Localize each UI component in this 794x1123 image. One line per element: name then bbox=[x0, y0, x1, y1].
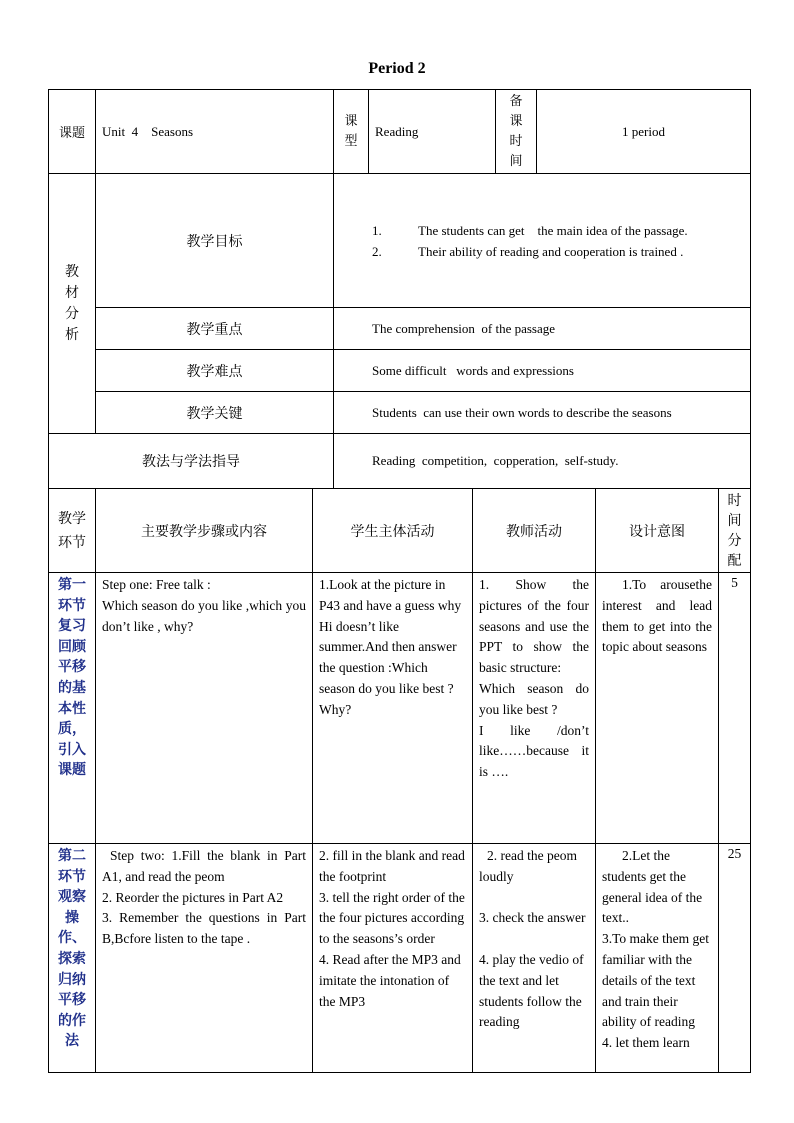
stage-one-time: 5 bbox=[719, 573, 751, 844]
difficult-label: 教学难点 bbox=[96, 350, 334, 392]
goals-label: 教学目标 bbox=[96, 174, 334, 308]
key-value: The comprehension of the passage bbox=[334, 308, 751, 350]
goals-list bbox=[334, 174, 751, 308]
stage-one-label: 第一环节复习回顾平移的基本性质，引入课题 bbox=[49, 573, 96, 844]
goal-item: 1. The students can get the main idea of the passage. bbox=[372, 222, 688, 238]
analysis-label: 教材分析 bbox=[49, 174, 96, 434]
stage-two-student: 2. fill in the blank and read the footprint 3. tell the right order of the the four pictures according to the seasons’s order 4. Read after the MP3 and imitate the intonation of the MP3 bbox=[313, 844, 473, 1073]
topic-value: Unit 4 Seasons bbox=[96, 90, 334, 174]
stage-one-teacher: 1. Show the pictures of the four seasons and use the PPT to show the basic structure: Which season do you like best ? I like /don’t like……because it is …. bbox=[473, 573, 596, 844]
page-title: Period 2 bbox=[368, 60, 426, 77]
key-label: 教学重点 bbox=[96, 308, 334, 350]
col-teacher: 教师活动 bbox=[473, 489, 596, 573]
type-value: Reading bbox=[369, 90, 496, 174]
stage-one-design: 1.To arousethe interest and lead them to get into the topic about seasons bbox=[596, 573, 719, 844]
col-student: 学生主体活动 bbox=[313, 489, 473, 573]
col-stage: 教学环节 bbox=[49, 489, 96, 573]
col-design: 设计意图 bbox=[596, 489, 719, 573]
stage-two-steps: Step two: 1.Fill the blank in Part A1, and read the peom 2. Reorder the pictures in Part A2 3. Remember the questions in Part B,Bcfore listen to the tape . bbox=[96, 844, 313, 1073]
col-steps: 主要教学步骤或内容 bbox=[96, 489, 313, 573]
type-label: 课型 bbox=[334, 90, 369, 174]
prep-label: 备课时间 bbox=[496, 90, 537, 174]
method-label: 教法与学法指导 bbox=[49, 434, 334, 489]
stage-two-time: 25 bbox=[719, 844, 751, 1073]
col-time: 时间分配 bbox=[719, 489, 751, 573]
stage-two-teacher: 2. read the peom loudly 3. check the answer 4. play the vedio of the text and let students follow the reading bbox=[473, 844, 596, 1073]
method-value: Reading competition, copperation, self-study. bbox=[334, 434, 751, 489]
stage-two-design: 2.Let the students get the general idea of the text.. 3.To make them get familiar with the details of the text and train their ability of reading 4. let them learn bbox=[596, 844, 719, 1073]
crux-value: Students can use their own words to describe the seasons bbox=[334, 392, 751, 434]
stage-two-label: 第二环节观察操作、探索归纳平移的作法 bbox=[49, 844, 96, 1073]
stage-one-student: 1.Look at the picture in P43 and have a guess why Hi doesn’t like summer.And then answer the question :Which season do you like best ? Why? bbox=[313, 573, 473, 844]
prep-value: 1 period bbox=[537, 90, 751, 174]
difficult-value: Some difficult words and expressions bbox=[334, 350, 751, 392]
teaching-steps-table bbox=[48, 488, 751, 1073]
crux-label: 教学关键 bbox=[96, 392, 334, 434]
goal-item: 2. Their ability of reading and cooperation is trained . bbox=[372, 243, 684, 259]
lesson-info-table bbox=[48, 89, 751, 489]
topic-label: 课题 bbox=[49, 90, 96, 174]
stage-one-steps: Step one: Free talk : Which season do you like ,which you don’t like , why? bbox=[96, 573, 313, 844]
